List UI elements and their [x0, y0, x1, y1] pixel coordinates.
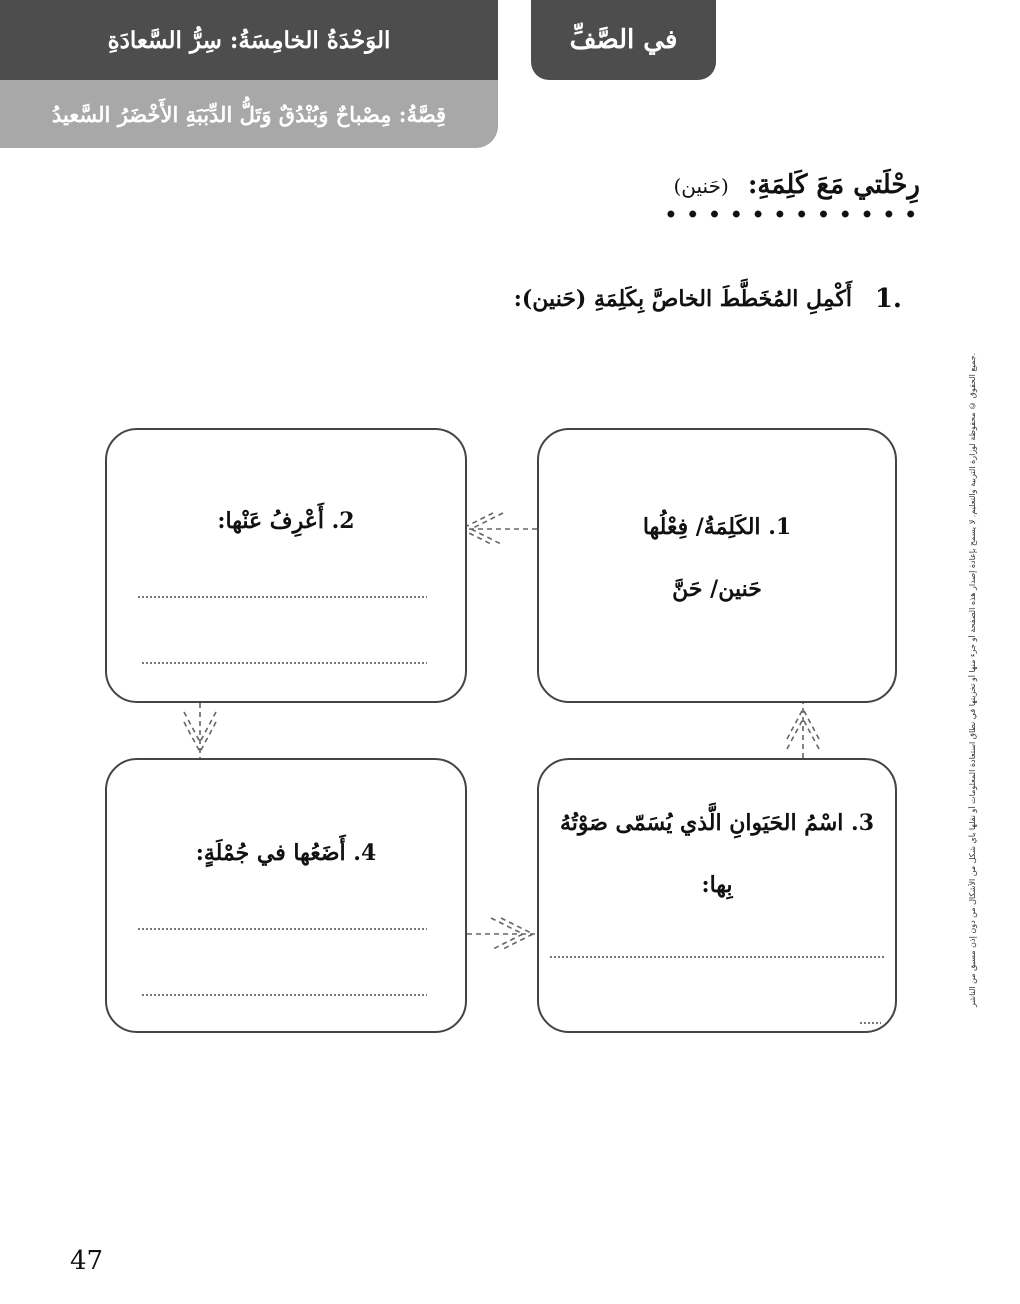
- page-number: 47: [70, 1246, 104, 1276]
- journey-label: رِحْلَتي مَعَ كَلِمَةِ:: [747, 170, 920, 200]
- arrowhead-box2-to-box4: [184, 722, 216, 752]
- box4-answer-line-1[interactable]: [137, 928, 427, 930]
- question-number: 1.: [874, 284, 902, 314]
- unit-title: الوَحْدَةُ الخامِسَةُ: سِرُّ السَّعادَةِ: [0, 0, 498, 80]
- arrowhead-box3-to-box1: [787, 709, 819, 739]
- box-word-verb: [537, 428, 897, 703]
- copyright-note: جميع الحقوق © محفوظة لوزارة التربية والتعليم. لا يسمح بإعادة إصدار هذه الصفحة أو جزء منها أو تخزينها في نطاق استعادة المعلومات أو نقلها بأي شكل من الأشكال من دون إذن مسبق من الناشر.: [968, 352, 977, 1008]
- story-title: قِصَّةُ: مِصْباحٌ وَبُنْدُقٌ وَتَلُّ الدِّبَبَةِ الأَخْضَرُ السَّعيدُ: [0, 80, 498, 148]
- box3-title-line2: بِها:: [701, 872, 733, 898]
- box2-title: 2. أَعْرِفُ عَنْها:: [217, 508, 355, 534]
- box2-answer-line-1[interactable]: [137, 596, 427, 598]
- box4-answer-line-2[interactable]: [141, 994, 427, 996]
- box1-title: 1. الكَلِمَةُ/ فِعْلُها: [642, 514, 792, 540]
- box4-title: 4. أَضَعُها في جُمْلَةٍ:: [195, 840, 377, 866]
- question-text: أَكْمِلِ المُخَطَّطَ الخاصَّ بِكَلِمَةِ (حَنين):: [513, 286, 852, 312]
- journey-word: (حَنين): [673, 174, 729, 198]
- box-animal-name: [537, 758, 897, 1033]
- box-know-about: [105, 428, 467, 703]
- box1-answer: حَنين/ حَنَّ: [672, 576, 762, 602]
- box-use-in-sentence: [105, 758, 467, 1033]
- box3-title-line1: 3. اسْمُ الحَيَوانِ الَّذي يُسَمّى صَوْتُهُ: [559, 810, 875, 836]
- class-tab: في الصَّفِّ: [531, 0, 716, 80]
- box3-answer-line-1[interactable]: [549, 956, 885, 958]
- box3-answer-line-2[interactable]: [859, 1022, 881, 1024]
- box2-answer-line-2[interactable]: [141, 662, 427, 664]
